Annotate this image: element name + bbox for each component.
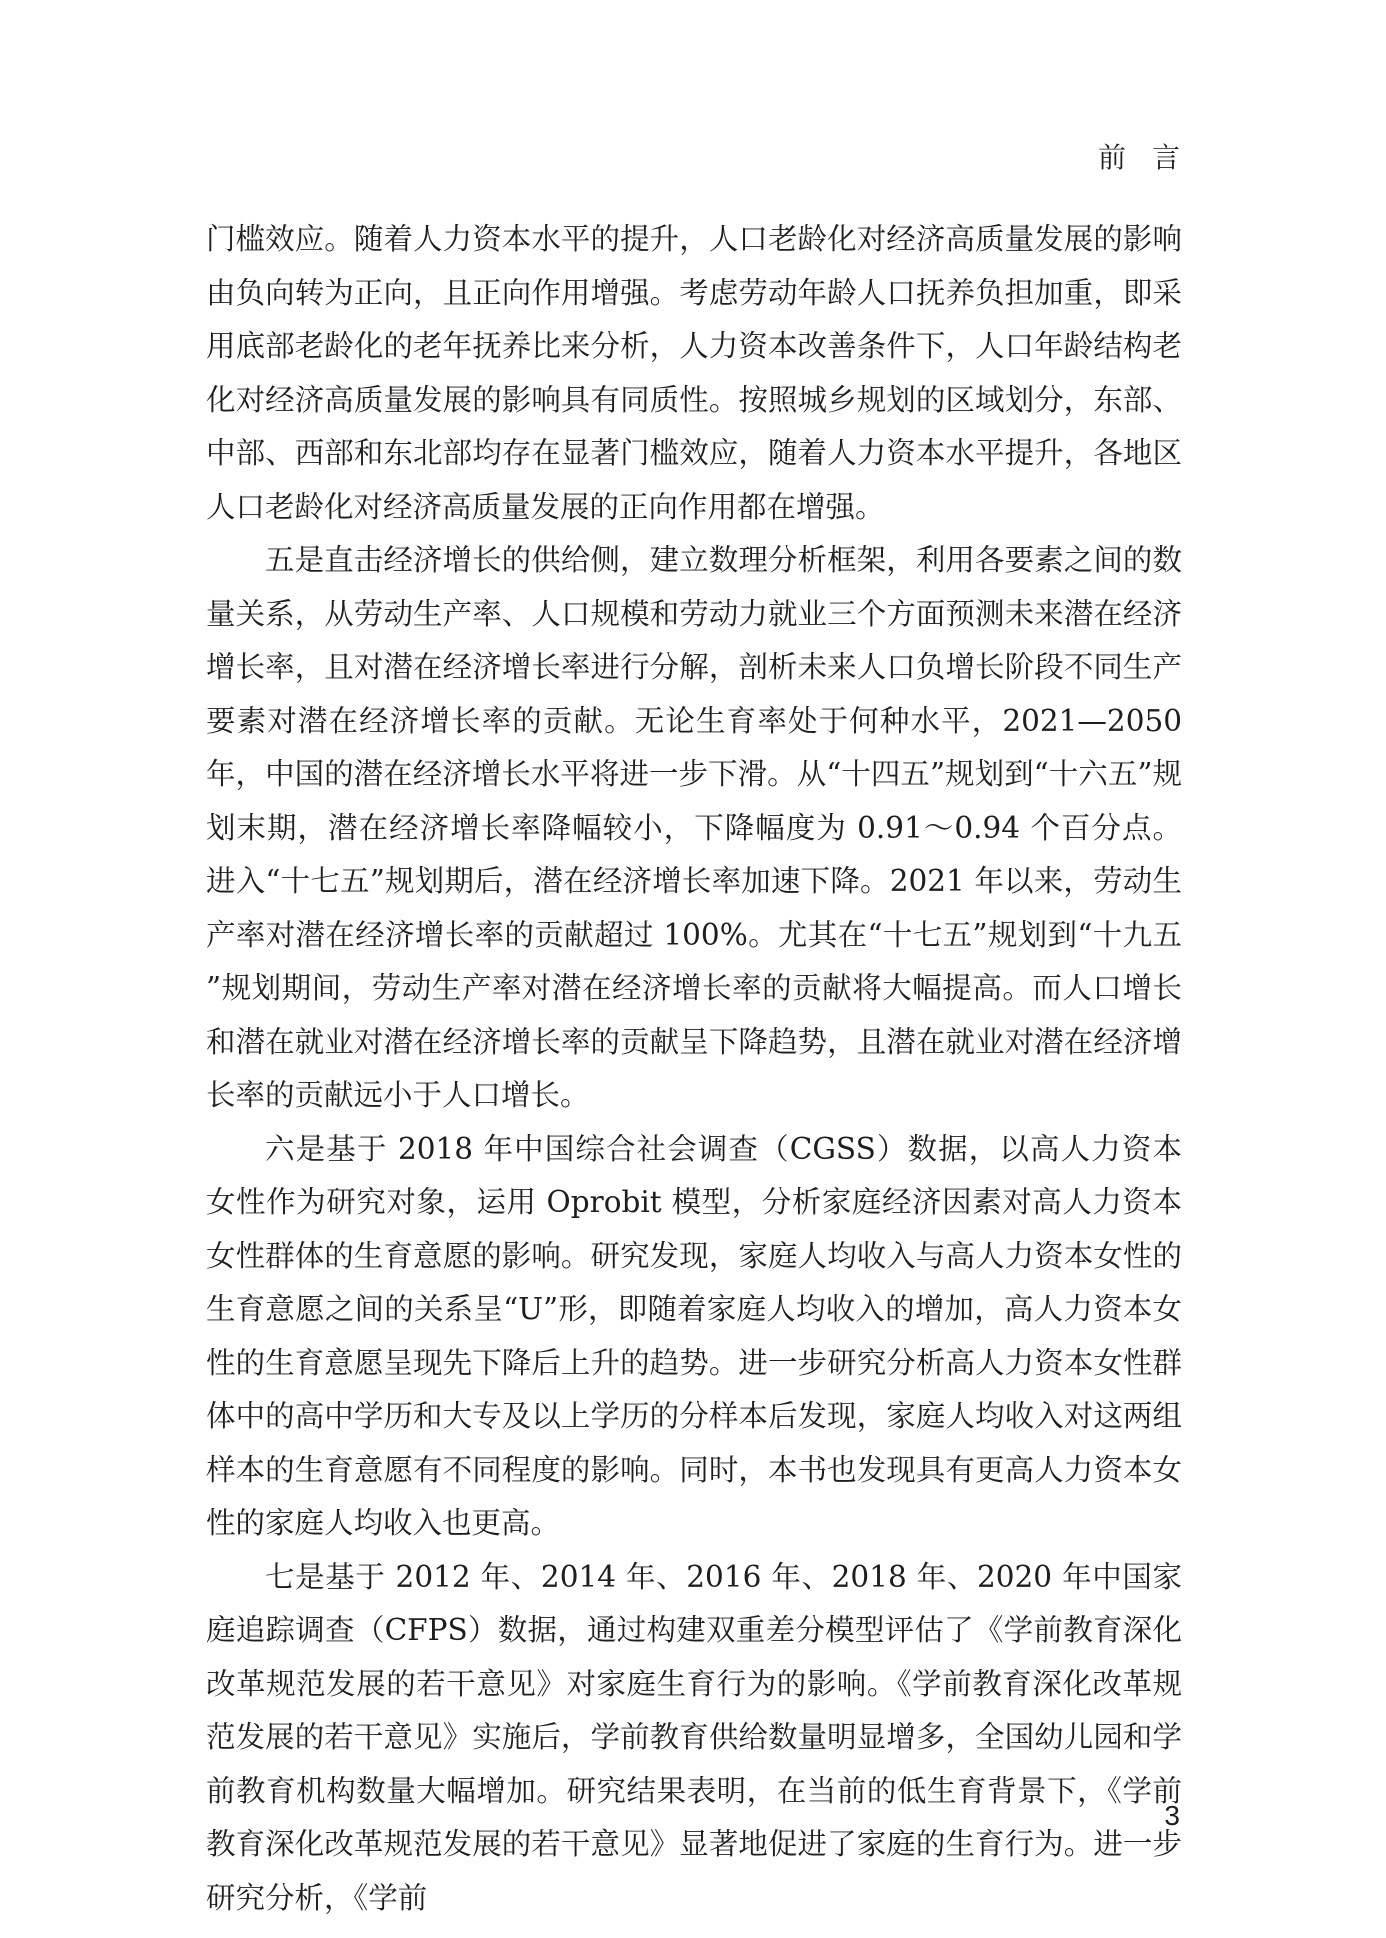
- body-text: [206, 213, 1182, 1925]
- running-header: 前言: [1097, 141, 1206, 174]
- paragraph: 七是基于 2012 年、2014 年、2016 年、2018 年、2020 年中国家庭追踪调查（CFPS）数据，通过构建双重差分模型评估了《学前教育深化改革规范发展的若干意见》对家庭生育行为的影响。《学前教育深化改革规范发展的若干意见》实施后，学前教育供给数量明显增多，全国幼儿园和学前教育机构数量大幅增加。研究结果表明，在当前的低生育背景下，《学前教育深化改革规范发展的若干意见》显著地促进了家庭的生育行为。进一步研究分析，《学前: [206, 1559, 1182, 1915]
- paragraph: 五是直击经济增长的供给侧，建立数理分析框架，利用各要素之间的数量关系，从劳动生产率、人口规模和劳动力就业三个方面预测未来潜在经济增长率，且对潜在经济增长率进行分解，剖析未来人口负增长阶段不同生产要素对潜在经济增长率的贡献。无论生育率处于何种水平，2021—2050 年，中国的潜在经济增长水平将进一步下滑。从“十四五”规划到“十六五”规划末期，潜在经济增长率降幅较小，下降幅度为 0.91～0.94 个百分点。进入“十七五”规划期后，潜在经济增长率加速下降。2021 年以来，劳动生产率对潜在经济增长率的贡献超过 100%。尤其在“十七五”规划到“十九五”规划期间，劳动生产率对潜在经济增长率的贡献将大幅提高。而人口增长和潜在就业对潜在经济增长率的贡献呈下降趋势，且潜在就业对潜在经济增长率的贡献远小于人口增长。: [206, 543, 1182, 1112]
- paragraph: 六是基于 2018 年中国综合社会调查（CGSS）数据，以高人力资本女性作为研究对象，运用 Oprobit 模型，分析家庭经济因素对高人力资本女性群体的生育意愿的影响。研究发现，家庭人均收入与高人力资本女性的生育意愿之间的关系呈“U”形，即随着家庭人均收入的增加，高人力资本女性的生育意愿呈现先下降后上升的趋势。进一步研究分析高人力资本女性群体中的高中学历和大专及以上学历的分样本后发现，家庭人均收入对这两组样本的生育意愿有不同程度的影响。同时，本书也发现具有更高人力资本女性的家庭人均收入也更高。: [206, 1131, 1182, 1540]
- paragraph: 门槛效应。随着人力资本水平的提升，人口老龄化对经济高质量发展的影响由负向转为正向，且正向作用增强。考虑劳动年龄人口抚养负担加重，即采用底部老龄化的老年抚养比来分析，人力资本改善条件下，人口年龄结构老化对经济高质量发展的影响具有同质性。按照城乡规划的区域划分，东部、中部、西部和东北部均存在显著门槛效应，随着人力资本水平提升，各地区人口老龄化对经济高质量发展的正向作用都在增强。: [206, 222, 1182, 524]
- page-number: 3: [1164, 1800, 1180, 1831]
